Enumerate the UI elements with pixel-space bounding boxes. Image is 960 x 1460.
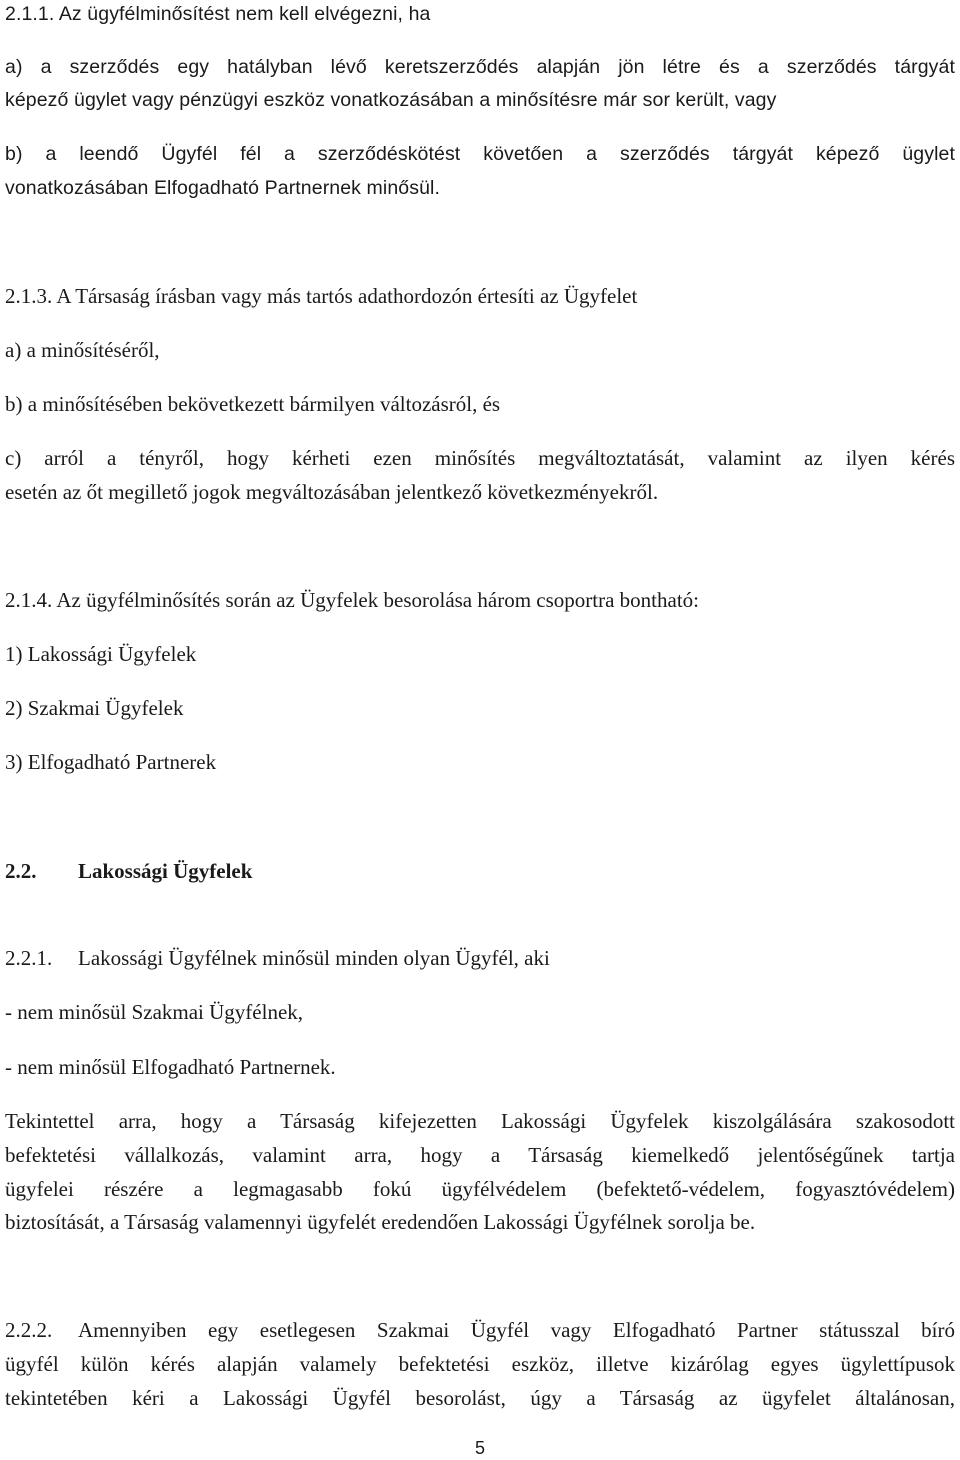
section-2-1-1-item-a-line2: képező ügylet vagy pénzügyi eszköz vonatkozásában a minősítésre már sor került, vagy xyxy=(5,89,777,111)
section-2-1-1-item-a-line1: a) a szerződés egy hatályban lévő keretszerződés alapján jön létre és a szerződés tárgyát xyxy=(5,56,955,78)
section-2-2-1-paragraph-line3: ügyfelei részére a legmagasabb fokú ügyfélvédelem (befektető-védelem, fogyasztóvédelem) xyxy=(5,1177,955,1201)
section-2-2-2-line2: ügyfél külön kérés alapján valamely befektetési eszköz, illetve kizárólag egyes ügylettípusok xyxy=(5,1352,955,1376)
section-2-2-2-text: Amennyiben egy esetlegesen Szakmai Ügyfél vagy Elfogadható Partner státusszal bíró xyxy=(78,1318,955,1342)
section-2-1-1-item-b-line1: b) a leendő Ügyfél fél a szerződéskötést követően a szerződés tárgyát képező ügylet xyxy=(5,143,955,165)
section-2-2-1-dash-item: - nem minősül Elfogadható Partnernek. xyxy=(5,1055,336,1079)
section-2-2-title: Lakossági Ügyfelek xyxy=(78,859,253,883)
section-2-2-2-line3: tekintetében kéri a Lakossági Ügyfél besorolást, úgy a Társaság az ügyfelet általánosan, xyxy=(5,1386,955,1410)
section-2-1-4-heading: 2.1.4. Az ügyfélminősítés során az Ügyfelek besorolása három csoportra bontható: xyxy=(5,588,699,612)
section-2-1-3-item-c-line2: esetén az őt megillető jogok megváltozásában jelentkező következményekről. xyxy=(5,480,659,504)
section-2-2-1-number: 2.2.1. xyxy=(5,946,53,970)
section-2-1-1-heading: 2.1.1. Az ügyfélminősítést nem kell elvégezni, ha xyxy=(5,3,431,25)
section-2-2-1-paragraph-line2: befektetési vállalkozás, valamint arra, hogy a Társaság kiemelkedő jelentőségűnek tartja xyxy=(5,1143,955,1167)
section-2-1-4-item: 1) Lakossági Ügyfelek xyxy=(5,642,197,666)
section-2-1-1-item-b-line2: vonatkozásában Elfogadható Partnernek minősül. xyxy=(5,177,440,199)
section-2-1-3-item-a: a) a minősítéséről, xyxy=(5,338,160,362)
section-2-2-1-dash-item: - nem minősül Szakmai Ügyfélnek, xyxy=(5,1000,304,1024)
section-2-2-2-number: 2.2.2. xyxy=(5,1318,53,1342)
section-2-2-1-heading xyxy=(5,944,955,972)
section-2-2-heading xyxy=(5,857,955,885)
section-2-2-1-paragraph-line1: Tekintettel arra, hogy a Társaság kifejezetten Lakossági Ügyfelek kiszolgálására szakosodott xyxy=(5,1109,955,1133)
section-2-2-1-text: Lakossági Ügyfélnek minősül minden olyan Ügyfél, aki xyxy=(78,946,550,970)
section-2-1-3-heading: 2.1.3. A Társaság írásban vagy más tartós adathordozón értesíti az Ügyfelet xyxy=(5,284,638,308)
section-2-1-3-item-b: b) a minősítésében bekövetkezett bármilyen változásról, és xyxy=(5,392,501,416)
section-2-1-4-item: 2) Szakmai Ügyfelek xyxy=(5,696,184,720)
section-2-1-3-item-c-line1: c) arról a tényről, hogy kérheti ezen minősítés megváltoztatását, valamint az ilyen kérés xyxy=(5,446,955,470)
section-2-2-2-line1 xyxy=(5,1316,955,1344)
section-2-2-number: 2.2. xyxy=(5,859,37,883)
section-2-1-4-item: 3) Elfogadható Partnerek xyxy=(5,750,217,774)
page-number: 5 xyxy=(474,1438,485,1458)
section-2-2-1-paragraph-line4: biztosítását, a Társaság valamennyi ügyfelét eredendően Lakossági Ügyfélnek sorolja be. xyxy=(5,1210,756,1234)
